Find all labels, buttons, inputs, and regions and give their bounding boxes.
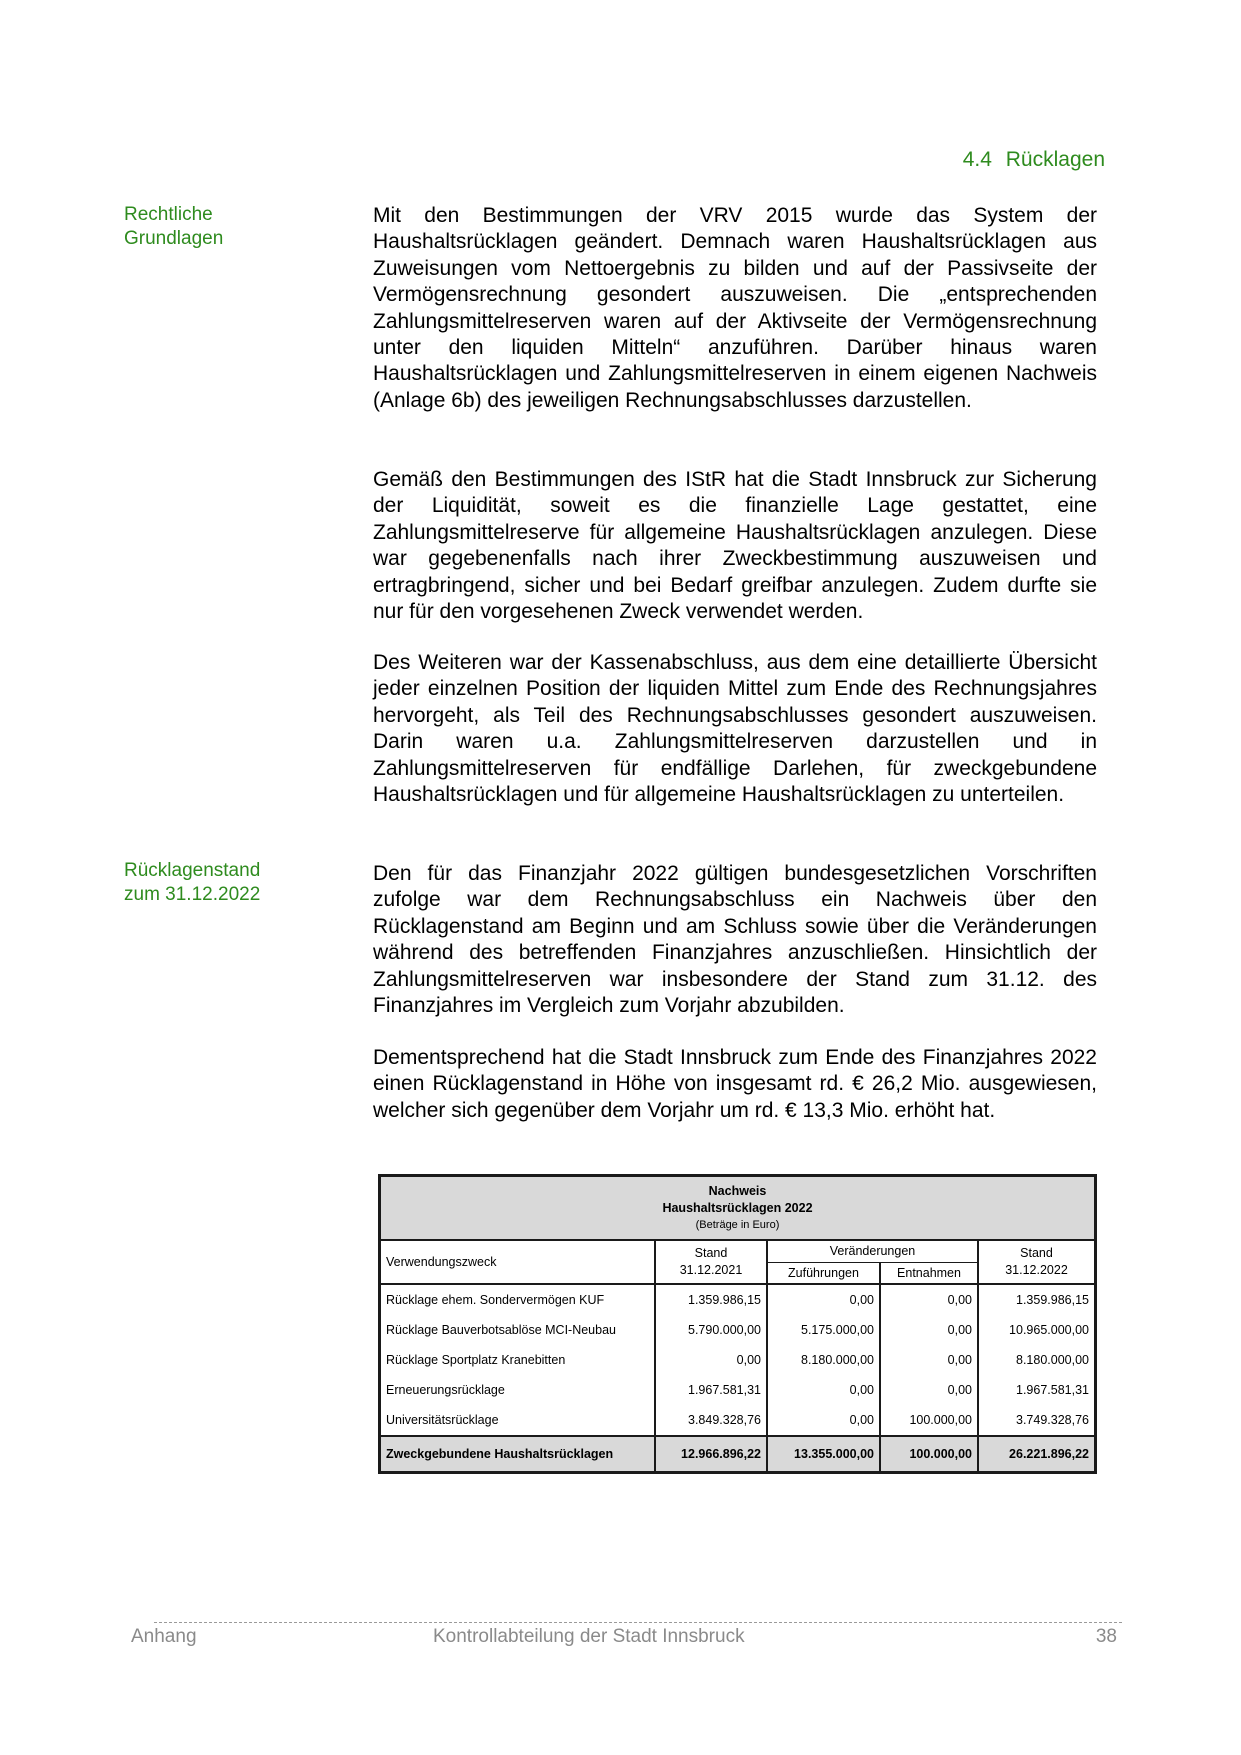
ruecklagen-table — [378, 1174, 1097, 1474]
row-entnahmen: 0,00 — [880, 1284, 978, 1315]
header-veraenderungen: Veränderungen — [767, 1240, 978, 1262]
header-stand-date: 31.12.2022 — [1005, 1263, 1068, 1277]
table-title-row — [381, 1177, 1094, 1240]
row-stand-2021: 3.849.328,76 — [655, 1405, 767, 1436]
header-verwendungszweck: Verwendungszweck — [381, 1240, 655, 1284]
row-stand-2022: 1.359.986,15 — [978, 1284, 1094, 1315]
row-zufuehrungen: 5.175.000,00 — [767, 1315, 880, 1345]
table-title — [381, 1177, 1094, 1240]
footer-center: Kontrollabteilung der Stadt Innsbruck — [433, 1626, 745, 1647]
paragraph-ruecklagenstand: Dementsprechend hat die Stadt Innsbruck zum Ende des Finanzjahres 2022 einen Rücklagenstand in Höhe von insgesamt rd. € 26,2 Mio. ausgewiesen, welcher sich gegenüber dem Vorjahr um rd. € 13,3 Mio. erhöht hat. — [373, 1046, 1097, 1122]
table-row — [381, 1284, 1094, 1315]
total-stand-2022: 26.221.896,22 — [978, 1436, 1094, 1471]
side-label-line: Rücklagenstand — [124, 860, 261, 881]
row-stand-2022: 3.749.328,76 — [978, 1405, 1094, 1436]
footer-divider — [154, 1622, 1122, 1623]
section-heading — [963, 148, 1105, 172]
row-stand-2021: 1.967.581,31 — [655, 1375, 767, 1405]
row-zufuehrungen: 0,00 — [767, 1284, 880, 1315]
header-entnahmen: Entnahmen — [880, 1262, 978, 1284]
row-stand-2022: 10.965.000,00 — [978, 1315, 1094, 1345]
page-number: 38 — [1095, 1626, 1117, 1647]
table-title-line2: Haushaltsrücklagen 2022 — [662, 1200, 813, 1215]
section-title: Rücklagen — [1005, 148, 1105, 171]
header-stand-date: 31.12.2021 — [679, 1263, 743, 1277]
row-entnahmen: 0,00 — [880, 1345, 978, 1375]
footer-left: Anhang — [131, 1626, 197, 1647]
row-purpose: Rücklage Sportplatz Kranebitten — [386, 1353, 566, 1367]
row-stand-2021: 5.790.000,00 — [655, 1315, 767, 1345]
total-purpose: Zweckgebundene Haushaltsrücklagen — [381, 1436, 655, 1471]
header-zufuehrungen: Zuführungen — [767, 1262, 880, 1284]
side-label-line: zum 31.12.2022 — [124, 884, 261, 905]
paragraph-vrv: Mit den Bestimmungen der VRV 2015 wurde das System der Haushaltsrücklagen geändert. Demnach waren Haushaltsrücklagen aus Zuweisungen vom Nettoergebnis zu bilden und auf der Passivseite der Vermögensrechnung gesondert auszuweisen. Die „entsprechenden Zahlungsmittelreserven waren auf der Aktivseite der Vermögensrechnung unter den liquiden Mitteln“ anzuführen. Darüber hinaus waren Haushaltsrücklagen und Zahlungsmittelreserven in einem eigenen Nachweis (Anlage 6b) des jeweiligen Rechnungsabschlusses darzustellen. — [373, 204, 1097, 412]
table-row — [381, 1345, 1094, 1375]
row-stand-2021: 1.359.986,15 — [655, 1284, 767, 1315]
section-number: 4.4 — [962, 148, 992, 171]
row-stand-2021: 0,00 — [655, 1345, 767, 1375]
total-entnahmen: 100.000,00 — [880, 1436, 978, 1471]
side-label-rechtliche-grundlagen — [124, 203, 324, 251]
row-entnahmen: 0,00 — [880, 1315, 978, 1345]
side-label-ruecklagenstand — [124, 859, 324, 907]
table-header-row — [381, 1240, 1094, 1262]
table-subtitle: (Beträge in Euro) — [695, 1218, 780, 1231]
row-entnahmen: 100.000,00 — [880, 1405, 978, 1436]
row-purpose: Universitätsrücklage — [386, 1413, 499, 1427]
header-stand-2022 — [978, 1240, 1094, 1284]
row-stand-2022: 8.180.000,00 — [978, 1345, 1094, 1375]
paragraph-vorschriften: Den für das Finanzjahr 2022 gültigen bundesgesetzlichen Vorschriften zufolge war dem Rechnungsabschluss ein Nachweis über den Rücklagenstand am Beginn und am Schluss sowie über die Veränderungen während des betreffenden Finanzjahres anzuschließen. Hinsichtlich der Zahlungsmittelreserven war insbesondere der Stand zum 31.12. des Finanzjahres im Vergleich zum Vorjahr abzubilden. — [373, 862, 1097, 1018]
side-label-line: Grundlagen — [124, 228, 224, 249]
header-stand-2021 — [655, 1240, 767, 1284]
row-purpose: Rücklage Bauverbotsablöse MCI-Neubau — [386, 1323, 616, 1337]
paragraph-kassenabschluss: Des Weiteren war der Kassenabschluss, aus dem eine detaillierte Übersicht jeder einzelnen Position der liquiden Mittel zum Ende des Rechnungsjahres hervorgeht, als Teil des Rechnungsabschlusses gesondert auszuweisen. Darin waren u.a. Zahlungsmittelreserven darzustellen und in Zahlungsmittelreserven für endfällige Darlehen, für zweckgebundene Haushaltsrücklagen und für allgemeine Haushaltsrücklagen zu unterteilen. — [373, 651, 1097, 807]
header-stand-label: Stand — [694, 1246, 728, 1260]
row-zufuehrungen: 8.180.000,00 — [767, 1345, 880, 1375]
table-total-row — [381, 1436, 1094, 1471]
table-row — [381, 1375, 1094, 1405]
row-stand-2022: 1.967.581,31 — [978, 1375, 1094, 1405]
row-zufuehrungen: 0,00 — [767, 1405, 880, 1436]
row-entnahmen: 0,00 — [880, 1375, 978, 1405]
paragraph-istr: Gemäß den Bestimmungen des IStR hat die Stadt Innsbruck zur Sicherung der Liquidität, soweit es die finanzielle Lage gestattet, eine Zahlungsmittelreserve für allgemeine Haushaltsrücklagen anzulegen. Diese war gegebenenfalls nach ihrer Zweckbestimmung auszuweisen und ertragbringend, sicher und bei Bedarf greifbar anzulegen. Zudem durfte sie nur für den vorgesehenen Zweck verwendet werden. — [373, 468, 1097, 624]
total-stand-2021: 12.966.896,22 — [655, 1436, 767, 1471]
total-zufuehrungen: 13.355.000,00 — [767, 1436, 880, 1471]
table-row — [381, 1315, 1094, 1345]
row-zufuehrungen: 0,00 — [767, 1375, 880, 1405]
table-row — [381, 1405, 1094, 1436]
header-stand-label: Stand — [1020, 1246, 1053, 1260]
side-label-line: Rechtliche — [124, 204, 213, 225]
row-purpose: Rücklage ehem. Sondervermögen KUF — [381, 1284, 655, 1315]
table-title-line1: Nachweis — [708, 1183, 767, 1198]
row-purpose: Erneuerungsrücklage — [386, 1383, 505, 1397]
